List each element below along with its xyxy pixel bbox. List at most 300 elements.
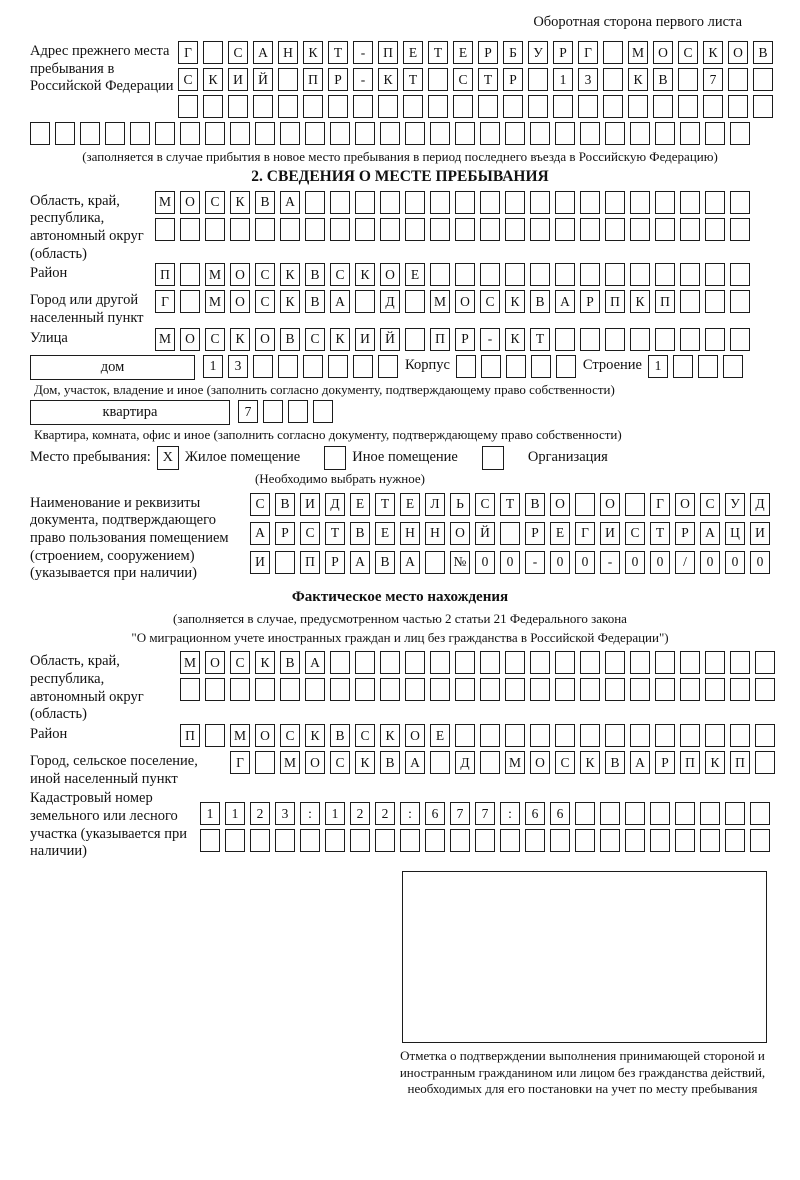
char-cell[interactable]: В xyxy=(280,651,300,674)
char-cell[interactable] xyxy=(380,678,400,701)
char-cell[interactable] xyxy=(578,95,598,118)
char-cell[interactable] xyxy=(605,678,625,701)
char-cell[interactable]: П xyxy=(605,290,625,313)
char-cell[interactable] xyxy=(180,218,200,241)
char-cell[interactable]: А xyxy=(305,651,325,674)
char-cell[interactable]: К xyxy=(355,751,375,774)
char-cell[interactable] xyxy=(705,290,725,313)
char-cell[interactable] xyxy=(555,191,575,214)
char-cell[interactable]: С xyxy=(700,493,720,516)
char-cell[interactable]: И xyxy=(250,551,270,574)
char-cell[interactable] xyxy=(555,218,575,241)
char-cell[interactable]: У xyxy=(725,493,745,516)
char-cell[interactable] xyxy=(253,95,273,118)
char-cell[interactable]: К xyxy=(705,751,725,774)
char-cell[interactable]: 1 xyxy=(325,802,345,825)
char-cell[interactable]: Р xyxy=(580,290,600,313)
char-cell[interactable] xyxy=(556,355,576,378)
char-cell[interactable]: В xyxy=(275,493,295,516)
char-cell[interactable] xyxy=(403,95,423,118)
char-cell[interactable]: С xyxy=(205,191,225,214)
char-cell[interactable]: П xyxy=(730,751,750,774)
char-cell[interactable]: Й xyxy=(253,68,273,91)
char-cell[interactable]: В xyxy=(530,290,550,313)
char-cell[interactable] xyxy=(673,355,693,378)
char-cell[interactable] xyxy=(655,218,675,241)
char-cell[interactable]: С xyxy=(228,41,248,64)
char-cell[interactable]: К xyxy=(505,328,525,351)
char-cell[interactable] xyxy=(655,191,675,214)
char-cell[interactable] xyxy=(753,95,773,118)
char-cell[interactable]: А xyxy=(250,522,270,545)
char-cell[interactable] xyxy=(603,68,623,91)
char-cell[interactable] xyxy=(255,751,275,774)
char-cell[interactable]: С xyxy=(305,328,325,351)
char-cell[interactable]: С xyxy=(355,724,375,747)
char-cell[interactable] xyxy=(405,290,425,313)
char-cell[interactable]: Ц xyxy=(725,522,745,545)
char-cell[interactable]: 0 xyxy=(625,551,645,574)
char-cell[interactable] xyxy=(730,290,750,313)
char-cell[interactable] xyxy=(250,829,270,852)
char-cell[interactable] xyxy=(278,355,298,378)
char-cell[interactable] xyxy=(530,191,550,214)
char-cell[interactable]: 1 xyxy=(648,355,668,378)
char-cell[interactable]: К xyxy=(255,651,275,674)
char-cell[interactable]: П xyxy=(155,263,175,286)
char-cell[interactable] xyxy=(330,651,350,674)
char-cell[interactable] xyxy=(580,122,600,145)
char-cell[interactable]: О xyxy=(405,724,425,747)
char-cell[interactable] xyxy=(203,41,223,64)
char-cell[interactable] xyxy=(350,829,370,852)
char-cell[interactable]: В xyxy=(305,263,325,286)
char-cell[interactable] xyxy=(430,218,450,241)
char-cell[interactable]: О xyxy=(728,41,748,64)
char-cell[interactable]: О xyxy=(675,493,695,516)
char-cell[interactable] xyxy=(528,95,548,118)
char-cell[interactable] xyxy=(428,95,448,118)
char-cell[interactable] xyxy=(155,122,175,145)
char-cell[interactable]: М xyxy=(430,290,450,313)
char-cell[interactable]: Е xyxy=(453,41,473,64)
char-cell[interactable] xyxy=(580,328,600,351)
char-cell[interactable] xyxy=(750,829,770,852)
char-cell[interactable] xyxy=(430,751,450,774)
char-cell[interactable] xyxy=(380,218,400,241)
char-cell[interactable]: Р xyxy=(325,551,345,574)
char-cell[interactable]: Г xyxy=(230,751,250,774)
char-cell[interactable] xyxy=(130,122,150,145)
char-cell[interactable]: М xyxy=(205,290,225,313)
char-cell[interactable] xyxy=(330,122,350,145)
char-cell[interactable] xyxy=(405,328,425,351)
char-cell[interactable] xyxy=(30,122,50,145)
char-cell[interactable] xyxy=(530,218,550,241)
char-cell[interactable] xyxy=(550,829,570,852)
char-cell[interactable] xyxy=(555,651,575,674)
char-cell[interactable] xyxy=(630,218,650,241)
char-cell[interactable]: А xyxy=(400,551,420,574)
char-cell[interactable]: С xyxy=(255,290,275,313)
char-cell[interactable] xyxy=(355,122,375,145)
char-cell[interactable] xyxy=(653,95,673,118)
char-cell[interactable]: С xyxy=(300,522,320,545)
char-cell[interactable]: К xyxy=(378,68,398,91)
char-cell[interactable] xyxy=(630,328,650,351)
char-cell[interactable] xyxy=(603,95,623,118)
char-cell[interactable] xyxy=(205,218,225,241)
char-cell[interactable] xyxy=(625,802,645,825)
char-cell[interactable] xyxy=(730,122,750,145)
char-cell[interactable] xyxy=(730,191,750,214)
char-cell[interactable] xyxy=(278,68,298,91)
char-cell[interactable] xyxy=(580,191,600,214)
char-cell[interactable] xyxy=(730,651,750,674)
char-cell[interactable]: О xyxy=(230,290,250,313)
char-cell[interactable] xyxy=(678,68,698,91)
char-cell[interactable]: К xyxy=(230,328,250,351)
char-cell[interactable]: Р xyxy=(328,68,348,91)
char-cell[interactable]: С xyxy=(480,290,500,313)
char-cell[interactable] xyxy=(680,678,700,701)
char-cell[interactable]: Е xyxy=(430,724,450,747)
char-cell[interactable] xyxy=(480,724,500,747)
char-cell[interactable] xyxy=(605,218,625,241)
char-cell[interactable]: С xyxy=(330,751,350,774)
char-cell[interactable] xyxy=(425,829,445,852)
char-cell[interactable] xyxy=(380,191,400,214)
char-cell[interactable] xyxy=(330,678,350,701)
char-cell[interactable] xyxy=(530,263,550,286)
char-cell[interactable]: С xyxy=(475,493,495,516)
char-cell[interactable] xyxy=(480,751,500,774)
char-cell[interactable]: Т xyxy=(375,493,395,516)
char-cell[interactable] xyxy=(455,724,475,747)
char-cell[interactable]: 0 xyxy=(725,551,745,574)
char-cell[interactable]: 6 xyxy=(525,802,545,825)
char-cell[interactable] xyxy=(555,263,575,286)
char-cell[interactable]: В xyxy=(375,551,395,574)
char-cell[interactable] xyxy=(655,724,675,747)
char-cell[interactable] xyxy=(503,95,523,118)
char-cell[interactable] xyxy=(378,355,398,378)
char-cell[interactable] xyxy=(380,122,400,145)
stay-residential-checkbox[interactable]: X xyxy=(157,446,179,470)
char-cell[interactable] xyxy=(180,290,200,313)
char-cell[interactable] xyxy=(730,263,750,286)
char-cell[interactable] xyxy=(655,651,675,674)
char-cell[interactable]: К xyxy=(303,41,323,64)
char-cell[interactable] xyxy=(580,724,600,747)
char-cell[interactable] xyxy=(605,122,625,145)
char-cell[interactable] xyxy=(155,218,175,241)
char-cell[interactable]: А xyxy=(330,290,350,313)
char-cell[interactable]: Е xyxy=(403,41,423,64)
char-cell[interactable]: Н xyxy=(425,522,445,545)
char-cell[interactable] xyxy=(755,678,775,701)
char-cell[interactable] xyxy=(650,802,670,825)
char-cell[interactable] xyxy=(675,829,695,852)
char-cell[interactable] xyxy=(605,651,625,674)
char-cell[interactable]: М xyxy=(155,328,175,351)
char-cell[interactable]: К xyxy=(355,263,375,286)
char-cell[interactable] xyxy=(230,678,250,701)
char-cell[interactable]: 0 xyxy=(475,551,495,574)
char-cell[interactable] xyxy=(105,122,125,145)
char-cell[interactable] xyxy=(530,651,550,674)
char-cell[interactable] xyxy=(655,122,675,145)
char-cell[interactable]: 7 xyxy=(475,802,495,825)
char-cell[interactable]: Д xyxy=(455,751,475,774)
char-cell[interactable] xyxy=(305,678,325,701)
char-cell[interactable] xyxy=(303,355,323,378)
char-cell[interactable]: Е xyxy=(405,263,425,286)
char-cell[interactable]: В xyxy=(525,493,545,516)
char-cell[interactable]: С xyxy=(555,751,575,774)
char-cell[interactable] xyxy=(480,263,500,286)
char-cell[interactable] xyxy=(630,191,650,214)
char-cell[interactable]: М xyxy=(180,651,200,674)
char-cell[interactable] xyxy=(680,218,700,241)
char-cell[interactable]: 2 xyxy=(375,802,395,825)
char-cell[interactable] xyxy=(450,829,470,852)
char-cell[interactable]: О xyxy=(600,493,620,516)
char-cell[interactable] xyxy=(705,122,725,145)
char-cell[interactable] xyxy=(530,122,550,145)
char-cell[interactable]: Т xyxy=(428,41,448,64)
char-cell[interactable]: О xyxy=(653,41,673,64)
char-cell[interactable]: И xyxy=(355,328,375,351)
char-cell[interactable] xyxy=(680,191,700,214)
char-cell[interactable] xyxy=(455,651,475,674)
char-cell[interactable] xyxy=(353,355,373,378)
char-cell[interactable]: 6 xyxy=(550,802,570,825)
char-cell[interactable] xyxy=(575,802,595,825)
char-cell[interactable] xyxy=(755,724,775,747)
char-cell[interactable]: П xyxy=(300,551,320,574)
char-cell[interactable] xyxy=(655,328,675,351)
char-cell[interactable] xyxy=(500,522,520,545)
char-cell[interactable]: 1 xyxy=(225,802,245,825)
char-cell[interactable]: 0 xyxy=(700,551,720,574)
char-cell[interactable]: Р xyxy=(455,328,475,351)
char-cell[interactable]: П xyxy=(378,41,398,64)
char-cell[interactable]: Г xyxy=(578,41,598,64)
char-cell[interactable] xyxy=(675,802,695,825)
char-cell[interactable] xyxy=(655,678,675,701)
char-cell[interactable]: Л xyxy=(425,493,445,516)
char-cell[interactable] xyxy=(630,724,650,747)
char-cell[interactable]: П xyxy=(180,724,200,747)
char-cell[interactable] xyxy=(430,651,450,674)
char-cell[interactable] xyxy=(630,122,650,145)
char-cell[interactable]: К xyxy=(280,263,300,286)
char-cell[interactable] xyxy=(80,122,100,145)
char-cell[interactable] xyxy=(705,191,725,214)
char-cell[interactable]: В xyxy=(255,191,275,214)
char-cell[interactable]: И xyxy=(750,522,770,545)
char-cell[interactable]: - xyxy=(600,551,620,574)
char-cell[interactable]: Н xyxy=(400,522,420,545)
char-cell[interactable]: Т xyxy=(403,68,423,91)
char-cell[interactable]: Е xyxy=(375,522,395,545)
char-cell[interactable] xyxy=(700,829,720,852)
char-cell[interactable]: Р xyxy=(655,751,675,774)
char-cell[interactable] xyxy=(680,651,700,674)
char-cell[interactable] xyxy=(705,218,725,241)
char-cell[interactable] xyxy=(353,95,373,118)
char-cell[interactable]: А xyxy=(350,551,370,574)
char-cell[interactable]: 2 xyxy=(250,802,270,825)
char-cell[interactable] xyxy=(430,678,450,701)
char-cell[interactable]: Р xyxy=(478,41,498,64)
char-cell[interactable]: В xyxy=(605,751,625,774)
char-cell[interactable] xyxy=(555,724,575,747)
char-cell[interactable]: А xyxy=(555,290,575,313)
char-cell[interactable]: 0 xyxy=(750,551,770,574)
char-cell[interactable]: 1 xyxy=(200,802,220,825)
char-cell[interactable] xyxy=(405,651,425,674)
char-cell[interactable] xyxy=(475,829,495,852)
char-cell[interactable] xyxy=(355,290,375,313)
char-cell[interactable] xyxy=(405,191,425,214)
char-cell[interactable] xyxy=(555,678,575,701)
char-cell[interactable] xyxy=(705,678,725,701)
char-cell[interactable] xyxy=(528,68,548,91)
char-cell[interactable] xyxy=(525,829,545,852)
char-cell[interactable] xyxy=(680,328,700,351)
char-cell[interactable] xyxy=(430,122,450,145)
char-cell[interactable] xyxy=(500,829,520,852)
char-cell[interactable]: 3 xyxy=(578,68,598,91)
char-cell[interactable]: К xyxy=(330,328,350,351)
char-cell[interactable]: П xyxy=(680,751,700,774)
char-cell[interactable] xyxy=(650,829,670,852)
char-cell[interactable]: О xyxy=(255,724,275,747)
char-cell[interactable]: С xyxy=(330,263,350,286)
char-cell[interactable] xyxy=(680,290,700,313)
char-cell[interactable]: Г xyxy=(178,41,198,64)
char-cell[interactable] xyxy=(200,829,220,852)
char-cell[interactable] xyxy=(481,355,501,378)
char-cell[interactable]: 7 xyxy=(450,802,470,825)
char-cell[interactable]: Т xyxy=(530,328,550,351)
char-cell[interactable]: О xyxy=(205,651,225,674)
char-cell[interactable] xyxy=(605,191,625,214)
char-cell[interactable] xyxy=(400,829,420,852)
char-cell[interactable] xyxy=(605,724,625,747)
char-cell[interactable] xyxy=(378,95,398,118)
char-cell[interactable] xyxy=(580,651,600,674)
char-cell[interactable]: Р xyxy=(503,68,523,91)
char-cell[interactable]: 0 xyxy=(575,551,595,574)
char-cell[interactable]: А xyxy=(280,191,300,214)
char-cell[interactable]: К xyxy=(580,751,600,774)
char-cell[interactable] xyxy=(530,678,550,701)
char-cell[interactable] xyxy=(730,724,750,747)
char-cell[interactable] xyxy=(531,355,551,378)
char-cell[interactable]: 7 xyxy=(703,68,723,91)
char-cell[interactable] xyxy=(455,122,475,145)
char-cell[interactable] xyxy=(580,218,600,241)
char-cell[interactable] xyxy=(205,122,225,145)
char-cell[interactable] xyxy=(680,724,700,747)
char-cell[interactable]: Й xyxy=(380,328,400,351)
char-cell[interactable]: / xyxy=(675,551,695,574)
char-cell[interactable]: : xyxy=(300,802,320,825)
stay-organization-checkbox[interactable] xyxy=(482,446,504,470)
char-cell[interactable]: Г xyxy=(575,522,595,545)
char-cell[interactable] xyxy=(275,829,295,852)
char-cell[interactable]: Г xyxy=(155,290,175,313)
char-cell[interactable]: Р xyxy=(675,522,695,545)
char-cell[interactable] xyxy=(730,328,750,351)
char-cell[interactable] xyxy=(625,829,645,852)
char-cell[interactable] xyxy=(228,95,248,118)
char-cell[interactable]: 7 xyxy=(238,400,258,423)
char-cell[interactable]: П xyxy=(655,290,675,313)
char-cell[interactable] xyxy=(405,218,425,241)
char-cell[interactable] xyxy=(730,218,750,241)
char-cell[interactable]: С xyxy=(255,263,275,286)
char-cell[interactable] xyxy=(755,751,775,774)
char-cell[interactable] xyxy=(263,400,283,423)
char-cell[interactable] xyxy=(428,68,448,91)
char-cell[interactable]: К xyxy=(280,290,300,313)
char-cell[interactable]: 1 xyxy=(553,68,573,91)
char-cell[interactable] xyxy=(325,829,345,852)
char-cell[interactable] xyxy=(753,68,773,91)
char-cell[interactable] xyxy=(180,678,200,701)
char-cell[interactable] xyxy=(553,95,573,118)
char-cell[interactable] xyxy=(305,191,325,214)
char-cell[interactable] xyxy=(730,678,750,701)
char-cell[interactable]: М xyxy=(628,41,648,64)
char-cell[interactable]: С xyxy=(205,328,225,351)
char-cell[interactable] xyxy=(300,829,320,852)
char-cell[interactable] xyxy=(255,678,275,701)
char-cell[interactable]: Е xyxy=(550,522,570,545)
char-cell[interactable]: К xyxy=(630,290,650,313)
char-cell[interactable] xyxy=(505,651,525,674)
char-cell[interactable]: Т xyxy=(650,522,670,545)
char-cell[interactable] xyxy=(480,191,500,214)
char-cell[interactable] xyxy=(725,802,745,825)
char-cell[interactable] xyxy=(288,400,308,423)
char-cell[interactable]: О xyxy=(550,493,570,516)
char-cell[interactable]: 3 xyxy=(275,802,295,825)
char-cell[interactable]: С xyxy=(280,724,300,747)
char-cell[interactable] xyxy=(605,263,625,286)
char-cell[interactable] xyxy=(453,95,473,118)
char-cell[interactable]: : xyxy=(400,802,420,825)
char-cell[interactable] xyxy=(705,724,725,747)
char-cell[interactable] xyxy=(728,68,748,91)
char-cell[interactable]: И xyxy=(600,522,620,545)
char-cell[interactable] xyxy=(480,218,500,241)
char-cell[interactable] xyxy=(275,551,295,574)
char-cell[interactable] xyxy=(278,95,298,118)
char-cell[interactable] xyxy=(355,651,375,674)
char-cell[interactable] xyxy=(505,678,525,701)
char-cell[interactable] xyxy=(630,678,650,701)
char-cell[interactable] xyxy=(575,829,595,852)
char-cell[interactable]: О xyxy=(255,328,275,351)
char-cell[interactable]: 0 xyxy=(550,551,570,574)
char-cell[interactable] xyxy=(205,724,225,747)
char-cell[interactable] xyxy=(600,802,620,825)
